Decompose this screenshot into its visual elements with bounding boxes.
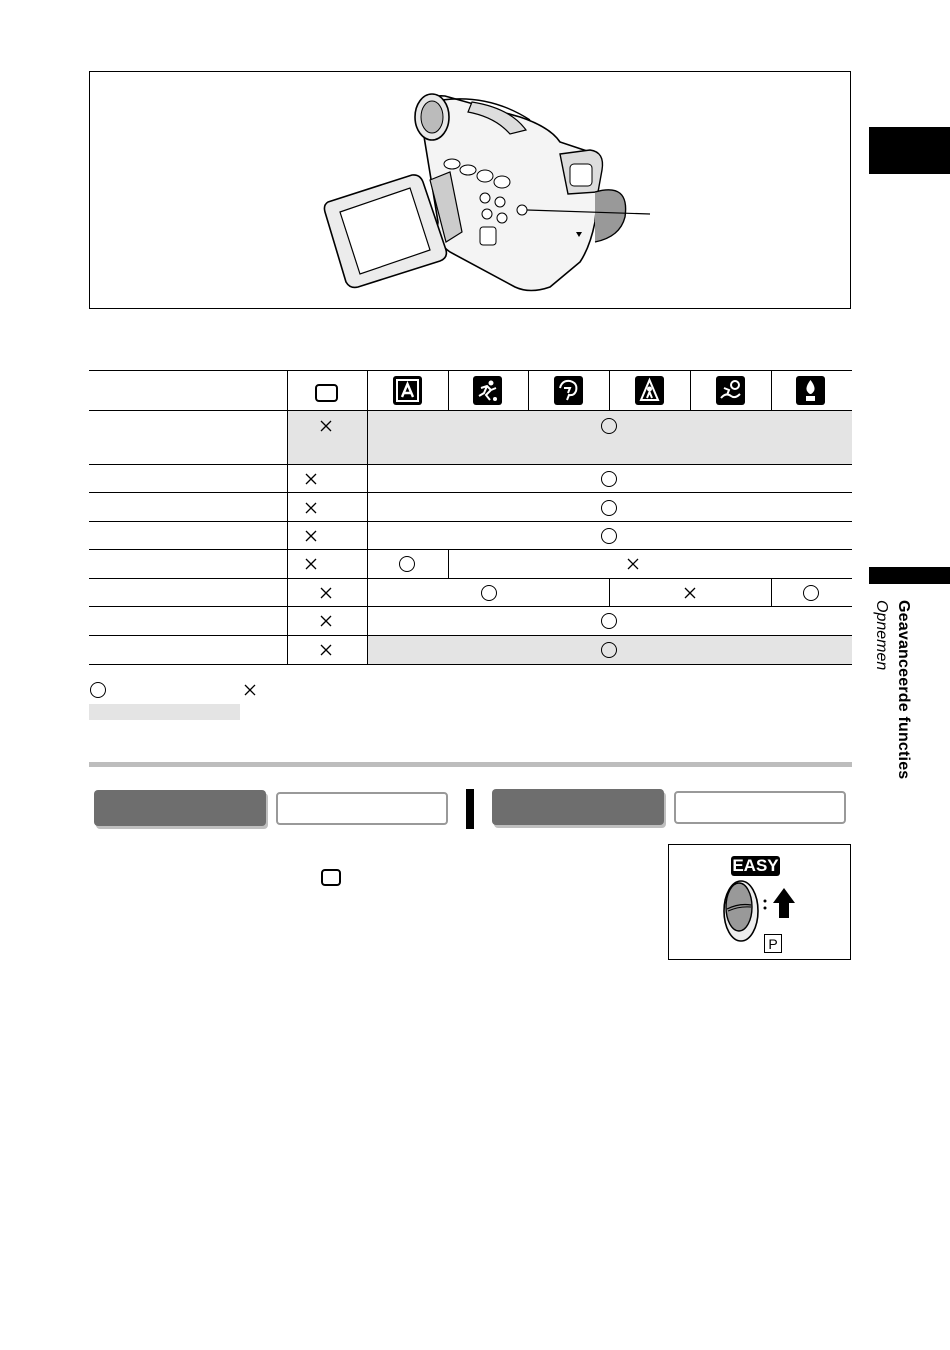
mode-bar-active-right [492,789,664,825]
cross-icon [303,556,319,572]
circle-icon [481,585,497,601]
auto-mode-icon [315,384,338,402]
cross-icon [303,500,319,516]
cross-icon [682,585,698,601]
cross-icon [318,613,334,629]
camera-figure [89,71,851,309]
a-program-icon [393,376,422,405]
circle-icon [601,471,617,487]
circle-icon [601,642,617,658]
legend-unavailable-icon [242,682,258,698]
circle-icon [601,528,617,544]
low-light-icon [796,376,825,405]
chapter-tab [869,127,950,174]
shaded-row [288,411,852,464]
cross-icon [318,585,334,601]
spotlight-icon [635,376,664,405]
legend-shade-swatch [89,704,240,720]
mode-bar-inactive-left [276,792,448,825]
p-label: P [764,934,782,953]
side-title: Geavanceerde functies [895,600,912,780]
auto-mode-icon [321,869,341,886]
side-subtitle: Opnemen [873,600,890,671]
circle-icon [601,418,617,434]
circle-icon [399,556,415,572]
legend-available-icon [90,682,106,698]
sand-snow-icon [716,376,745,405]
circle-icon [601,613,617,629]
camcorder-illustration [90,72,852,310]
easy-label: EASY [732,856,779,875]
circle-icon [803,585,819,601]
cross-icon [303,528,319,544]
mode-bar-separator [466,789,474,829]
cross-icon [625,556,641,572]
section-divider [89,762,852,767]
section-tab [869,567,950,584]
circle-icon [601,500,617,516]
cross-icon [303,471,319,487]
cross-icon [318,418,334,434]
mode-bar-inactive-right [674,791,846,824]
mode-switch-figure [668,844,851,960]
sports-icon [473,376,502,405]
cross-icon [318,642,334,658]
mode-bar-active-left [94,790,266,826]
portrait-icon [554,376,583,405]
